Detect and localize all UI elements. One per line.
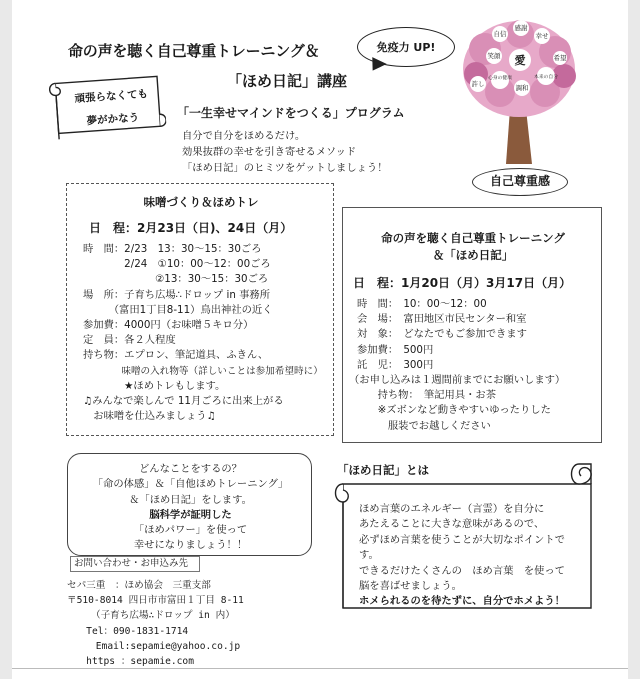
flyer-page (12, 0, 628, 679)
homenikki-scroll (329, 458, 607, 620)
detail-line: 味噌の入れ物等（詳しいことは参加希望時に） (83, 365, 323, 377)
detail-line: 場 所：子育ち広場∴ドロップ in 事務所 (83, 288, 271, 301)
homenikki-line: できるだけたくさんの ほめ言葉 を使って (359, 564, 565, 577)
detail-line: ※ズボンなど動きやすいゆったりした (357, 404, 551, 417)
detail-line: 対 象： どなたでもご参加できます (357, 328, 527, 341)
tree-word: 幸せ (535, 32, 549, 40)
what-line: どんなことをするの？ (139, 463, 242, 475)
homenikki-heading: 「ほめ日記」とは (337, 463, 429, 477)
detail-line: お味噌を仕込みましょう♫ (83, 410, 216, 423)
homenikki-line: あたえることに大きな意味があるので、 (359, 518, 545, 531)
what-line: 脳科学が証明した (149, 508, 232, 521)
detail-line: ★ほめトレもします。 (83, 379, 226, 392)
detail-line: 会 場： 富田地区市民センター和室 (357, 313, 527, 326)
detail-line: （富田1丁目8-11）鳥出神社の近く (83, 303, 273, 316)
homenikki-line: 脳を喜ばせましょう。 (359, 580, 462, 593)
course-heading-line2: ＆「ほめ日記」 (432, 248, 514, 262)
intro-line: 自分で自分をほめるだけ。 (182, 130, 306, 142)
tree-word: 調和 (515, 84, 529, 92)
intro-line: 「ほめ日記」のヒミツをゲットしましょう！ (182, 162, 388, 174)
tree-trunk (506, 109, 532, 164)
what-line: 幸せになりましょう！！ (133, 539, 248, 552)
tree-illustration (460, 14, 578, 174)
miso-event-box (66, 183, 334, 436)
self-esteem-tree (460, 14, 578, 178)
miso-event-details (83, 242, 323, 424)
speech-bubble-text: 免疫力 UP! (376, 41, 436, 54)
detail-line: ②13：30～15：30ごろ (83, 273, 269, 286)
detail-line: 時 間： 10：00～12：00 (357, 298, 487, 310)
motto-line2: 夢がかなう (86, 111, 140, 128)
detail-line: 定 員：各２人程度 (83, 334, 176, 347)
detail-line: 服装でお越しください (357, 419, 491, 432)
tree-word: 笑顔 (487, 52, 501, 60)
detail-line: 持ち物：エプロン、筆記道具、ふきん、 (83, 349, 269, 362)
homenikki-text (359, 502, 565, 610)
tree-word: 自信 (493, 30, 507, 38)
motto-scroll (45, 68, 168, 146)
page-title-line2: 「ほめ日記」講座 (227, 72, 348, 90)
tree-word: 心身の健康 (488, 76, 512, 81)
homenikki-line: す。 (359, 549, 379, 562)
detail-line: 持ち物： 筆記用具・お茶 (357, 389, 497, 402)
contact-email[interactable]: Email:sepamie@yahoo.co.jp (67, 640, 241, 652)
contact-label: お問い合わせ・お申込み先 (70, 556, 200, 572)
detail-line: ♫みんなで楽しんで 11月ごろに出来上がる (83, 395, 284, 408)
detail-line: 託 児： 300円 (357, 358, 434, 371)
motto-line1: 頑張らなくても (74, 88, 149, 106)
what-line: 「ほめパワー」を使って (133, 524, 248, 537)
tree-word: 本来の自分 (534, 75, 558, 80)
miso-event-dates: 日 程：2月23日（日)、24日（月） (89, 221, 293, 235)
homenikki-line: ほめ言葉のエネルギー（言霊）を自分に (359, 503, 545, 515)
contact-address: 〒510-8014 四日市市富田１丁目 8-11 (67, 595, 244, 607)
intro-line: 効果抜群の幸せを引き寄せるメソッド (182, 146, 357, 158)
detail-line: 参加費：4000円（お味噌５キロ分） (83, 319, 254, 332)
course-event-details (349, 297, 566, 434)
what-line: 「命の体感」＆「自他ほめトレーニング」 (92, 478, 289, 491)
contact-address-note: （子育ち広場∴ドロップ in 内） (67, 610, 235, 622)
course-event-dates: 日 程：1月20日（月）3月17日（月） (353, 276, 572, 290)
homenikki-line: 必ずほめ言葉を使うことが大切なポイントで (359, 533, 565, 546)
tree-word: 愛 (514, 54, 526, 67)
course-heading-line1: 命の声を聴く自己尊重トレーニング (381, 231, 565, 245)
course-event-heading (343, 230, 603, 264)
contact-phone[interactable]: Tel：090-1831-1714 (67, 625, 189, 637)
contact-org: セパ三重 ：ほめ協会 三重支部 (67, 580, 211, 591)
tree-word: 許し (471, 80, 485, 88)
what-we-do-text (68, 462, 313, 554)
detail-line: 時 間：2/23 13：30～15：30ごろ (83, 243, 262, 255)
tree-word: 希望 (553, 54, 567, 62)
scroll-icon (45, 68, 168, 146)
tree-word: 感謝 (514, 24, 528, 32)
intro-text (182, 128, 388, 176)
homenikki-line: ホメられるのを待たずに、自分でホメよう！ (359, 595, 565, 608)
page-title-line1: 命の声を聴く自己尊重トレーニング＆ (68, 42, 320, 60)
what-line: ＆「ほめ日記」をします。 (129, 493, 252, 506)
program-subtitle: 「一生幸せマインドをつくる」プログラム (177, 106, 405, 120)
what-we-do-box (67, 453, 312, 556)
detail-line: 2/24 ①10：00～12：00ごろ (83, 258, 271, 271)
course-event-box (342, 207, 602, 443)
detail-line: 参加費： 500円 (357, 343, 434, 356)
miso-event-heading: 味噌づくり＆ほめトレ (143, 195, 259, 209)
contact-website[interactable]: https ：sepamie.com (67, 656, 194, 668)
self-esteem-badge: 自己尊重感 (472, 168, 568, 196)
detail-line: （お申し込みは１週間前までにお願いします） (349, 374, 566, 387)
page-bottom-edge (12, 668, 628, 679)
contact-info (67, 578, 244, 669)
